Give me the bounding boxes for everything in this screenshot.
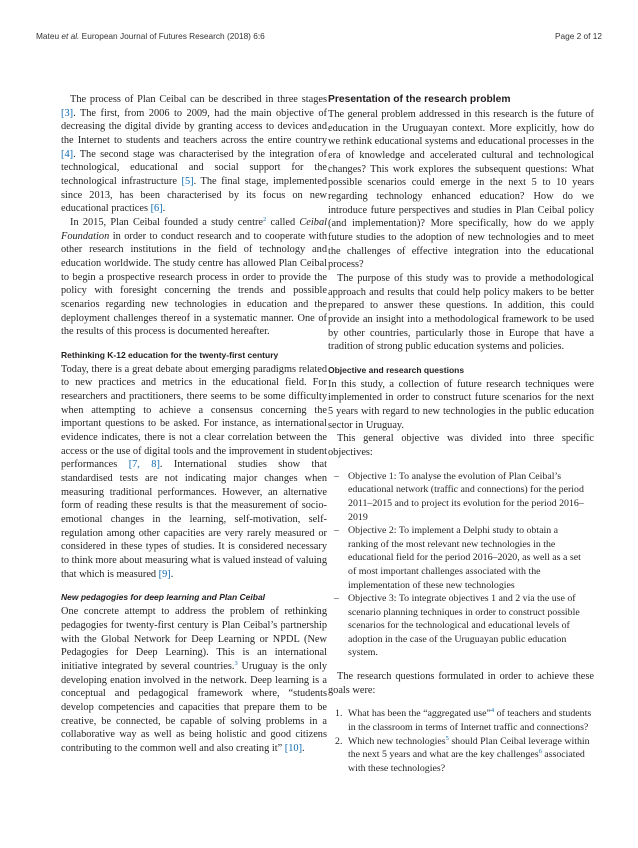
paragraph: The process of Plan Ceibal can be described in three stages [3]. The first, from 2006 to 2009, had the main objective of decreasing the digital divide by granting access to devices and the Internet to students and teachers across the entire country [4]. The second stage was characterised by the integration of technological, educational and social support for the technological infrastructure [5]. The final stage, implemented since 2013, has been characterised by its focus on new educational practices [6]. (61, 94, 328, 215)
paragraph: This general objective was divided into three specific objectives: (328, 433, 594, 459)
citation-link[interactable]: [4] (61, 148, 74, 160)
page-number: Page 2 of 12 (554, 31, 602, 41)
paragraph: In this study, a collection of future research techniques were implemented in order to construct future scenarios for the next 5 years with regard to new technologies in the public education sector in Uruguay. (328, 378, 594, 431)
paragraph: The purpose of this study was to provide a methodological approach and results that could help policy makers to be better prepared to answer these questions. In addition, this could provide an insight into a methodological framework to be used by other countries, particularly those in Europe that have a tradition of strong public education systems and policies. (328, 272, 594, 353)
subsection-heading: Rethinking K-12 education for the twenty-first century (61, 349, 279, 360)
research-questions-list (328, 707, 594, 775)
citation-link[interactable]: [7, 8] (128, 459, 160, 471)
footnote-link[interactable]: 4 (490, 707, 495, 715)
right-column (328, 93, 594, 775)
paragraph: In 2015, Plan Ceibal founded a study centre$^2$ called Ceibal Foundation in order to conduct research and to cooperate with other research institutions in the field of technology and education worldwide. The study centre has allowed Plan Ceibal to begin a prospective research process in order to provide the policy with foresight concerning the trends and possible scenarios regarding new technologies in education and the deployment challenges thereof in a systematic manner. One of the results of this process is documented hereafter. (61, 215, 327, 338)
list-item: – Objective 3: To integrate objectives 1 and 2 via the use of scenario planning techniques in order to construct possible scenarios for the technological and educational levels of adoption in the case of the Uruguayan public education system. (334, 593, 580, 659)
footnote-link[interactable]: 6 (538, 748, 542, 756)
subsection-heading: Objective and research questions (328, 364, 465, 375)
paragraph: The general problem addressed in this research is the future of education in the Uruguayan context. More explicitly, how do we rethink educational systems and educational processes in the era of knowledge and accelerated cultural and technological changes? This work explores the subsequent questions: What possible scenarios could emerge in the next 5 to 10 years regarding technology enhanced education? How do we introduce future perspectives and studies in Plan Ceibal policy (and implementation)? More specifically, how do we apply future studies to the adoption of new technologies and to meet the challenges of effective integration into the educational process? (328, 109, 594, 271)
left-column (61, 93, 327, 756)
paragraph: Today, there is a great debate about emerging paradigms related to new practices and metrics in the educational field. For researchers and practitioners, there seems to be some difficulty when attempting to achieve a consensus concerning the important questions to be asked. For instance, as international evidence indicates, there is not a clear correlation between the access or the use of digital tools and the improvement in student performances [7, 8]. International studies show that standardised tests are not indicating major changes when measuring traditional performances. However, an alternative form of reading these results is that the measurement of socio-emotional changes in the learning, self-motivation, self-regulation among other capacities are very rarely measured or considered in these types of studies. It is considered necessary to think more about measuring what is valued instead of valuing that which is measured [9]. (61, 363, 328, 580)
objectives-list (328, 470, 594, 660)
paragraph: One concrete attempt to address the problem of rethinking pedagogies for twenty-first century is Plan Ceibal’s partnership with the Global Network for Deep Learning or NPDL (New Pedagogies for Deep Learning). This is an international initiative integrated by several countries.$^3$ Uruguay is the only developing enation involved in the network. Deep learning is a conceptual and pedagogical framework where, “students develop competencies and capacities that prepare them to be creative, be connected, be capable of solving problems in a collaborative way as well as being holistic and good citizens contributing to the common well and also creating it” [10]. (61, 606, 327, 754)
section-heading: Presentation of the research problem (328, 94, 511, 105)
footnote-link[interactable]: 2 (263, 215, 267, 223)
list-item: – Objective 1: To analyse the evolution of Plan Ceibal’s educational network (traffic and connections) for the period 2011–2015 and to project its evolution for the period 2016–2019 (334, 470, 584, 523)
citation-link[interactable]: [10] (284, 742, 303, 754)
citation-link[interactable]: [9] (158, 568, 171, 580)
list-item: 2. Which new technologies$^5$ should Plan Ceibal leverage within the next 5 years and what are the key challenges$^6$ associated with these technologies? (335, 734, 590, 774)
footnote-link[interactable]: 5 (445, 734, 449, 742)
subsection-heading: New pedagogies for deep learning and Plan Ceibal (61, 592, 266, 603)
citation-link[interactable]: [3] (61, 107, 74, 119)
citation-link[interactable]: [5] (181, 175, 194, 187)
paragraph: The research questions formulated in order to achieve these goals were: (328, 671, 594, 696)
header-citation: Mateu et al. European Journal of Futures Research (2018) 6:6 (36, 31, 265, 41)
footnote-link[interactable]: 3 (234, 659, 238, 667)
list-item: 1. What has been the “aggregated use”$^4$ of teachers and students in the classroom in terms of Internet traffic and connections? (335, 707, 592, 733)
list-item: – Objective 2: To implement a Delphi study to obtain a ranking of the most relevant new technologies in the educational field for the period 2016–2020, as well as a set of most important challenges associated with the implementation of these new technologies (334, 525, 581, 591)
citation-link[interactable]: [6] (150, 203, 163, 215)
